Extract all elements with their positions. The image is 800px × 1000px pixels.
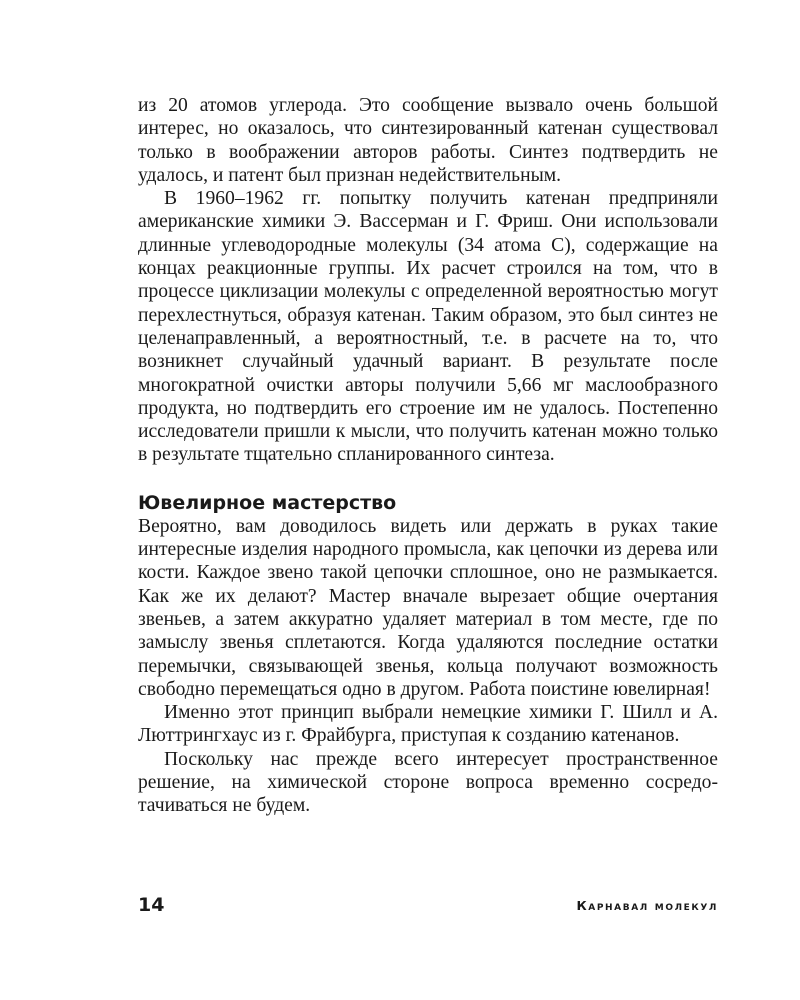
running-footer-title: Карнавал молекул (576, 898, 718, 913)
paragraph-wasserman-frisch: В 1960–1962 гг. попытку получить катенан предприняли американские химики Э. Вассерман и Г. Фриш. Они использовали длинные углеводородные молекулы (34 атома С), содержащие на концах реакционные группы. Их расчет строился на том, что в процессе циклизации молекулы с определенной вероятностью могут перехлестнуться, образуя катенан. Таким образом, это был синтез не целенаправленный, а вероятностный, т.е. в расчете на то, что возникнет случайный удачный вариант. В результате после многократной очистки авторы получили 5,66 мг маслообразного продукта, но подтвердить его строение им не удалось. Постепенно исследователи пришли к мысли, что получить катенан можно только в результате тщательно спланированного синтеза. (138, 188, 718, 466)
body-text (138, 94, 718, 818)
paragraph-continuation: из 20 атомов углерода. Это сообщение вызвало очень большой интерес, но оказалось, что синтезированный катенан существовал только в воображении авторов работы. Синтез подтвердить не удалось, и патент был признан недействительным. (138, 95, 718, 186)
section-heading: Ювелирное мастерство (138, 491, 397, 514)
paragraph-spatial-solution: Поскольку нас прежде всего интересует пространственное решение, на химической стороне вопроса временно сосредотачиваться не будем. (138, 748, 718, 817)
paragraph-schill-luttringhaus: Именно этот принцип выбрали немецкие химики Г. Шилл и А. Люттрингхаус из г. Фрайбурга, приступая к созданию катенанов. (138, 702, 718, 747)
paragraph-jewelry-chains: Вероятно, вам доводилось видеть или держать в руках такие интересные изделия народного промысла, как цепочки из дерева или кости. Каждое звено такой цепочки сплошное, оно не размыкается. Как же их делают? Мастер вначале вырезает общие очертания звеньев, а затем аккуратно удаляет материал в том месте, где по замыслу звенья сплетаются. Когда удаляются последние остатки перемычки, связывающей звенья, кольца получают возможность свободно перемещаться одно в другом. Работа поистине ювелирная! (138, 515, 718, 700)
page-number: 14 (138, 894, 165, 916)
